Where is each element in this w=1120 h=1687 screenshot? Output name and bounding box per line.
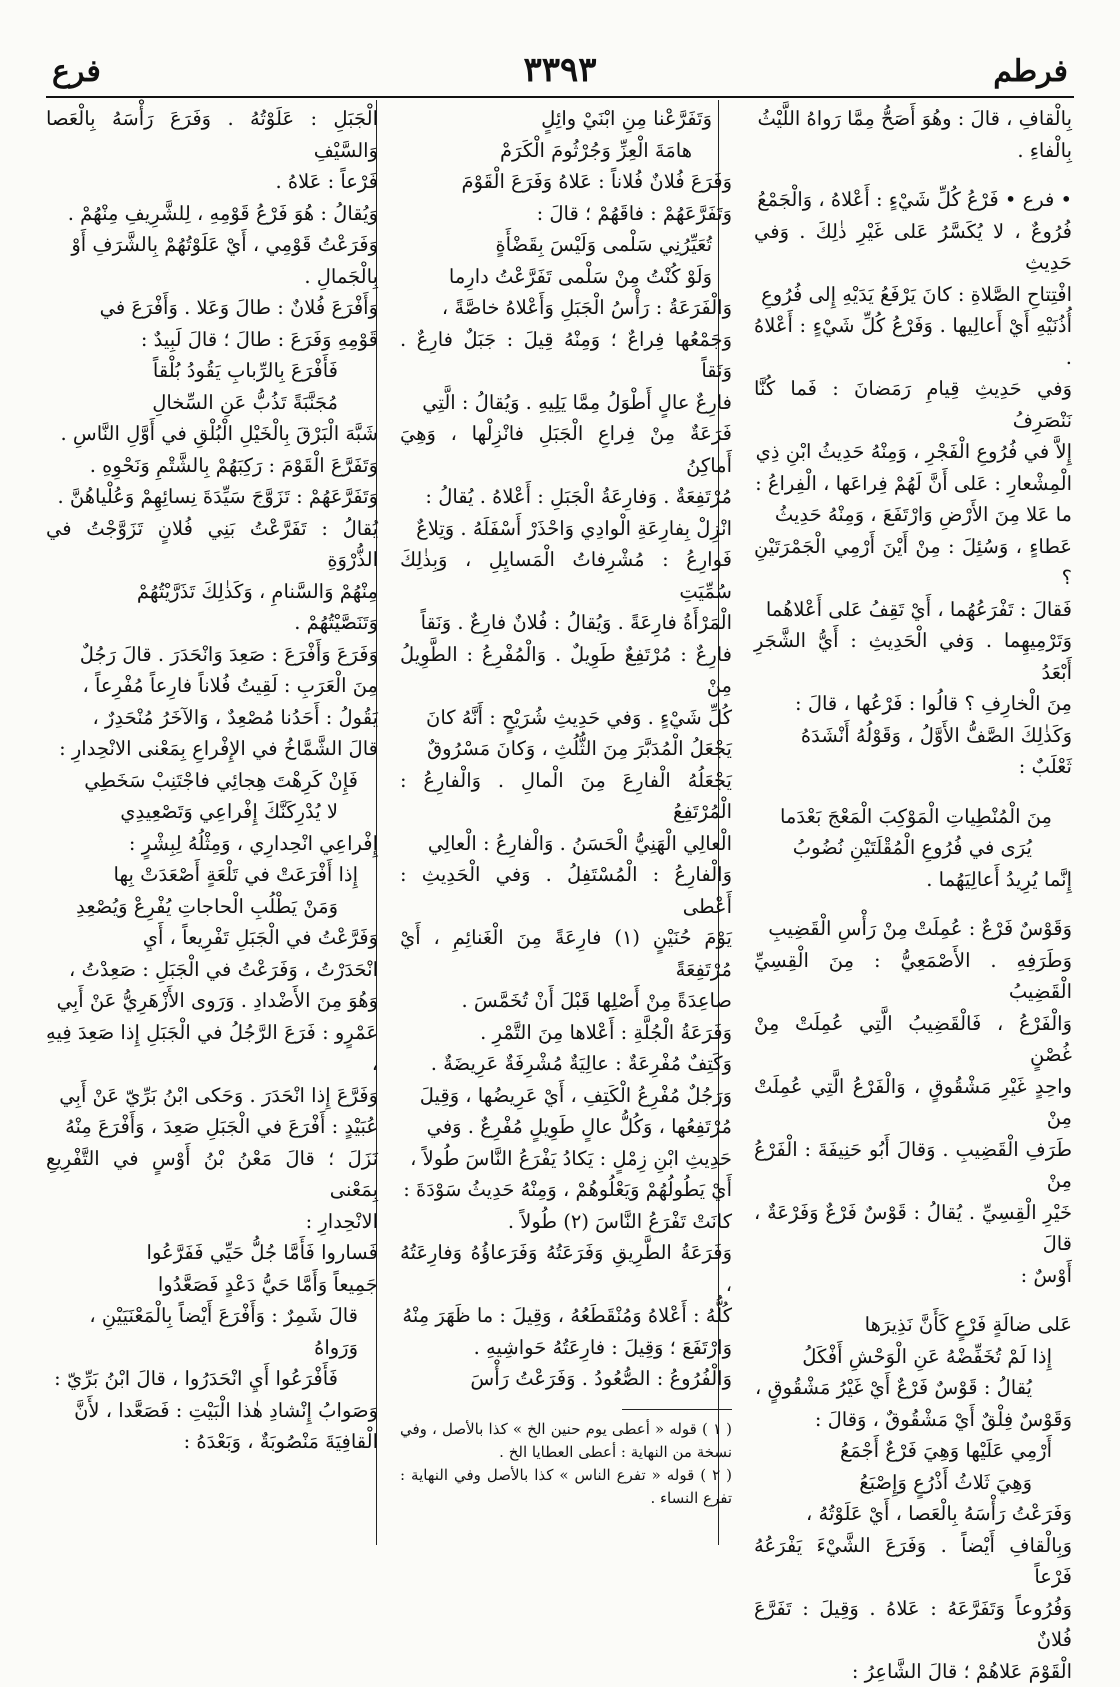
verse-line: فَأَفْرَعُوا أَيِ انْحَدَرُوا ، قالَ ابْنُ بَرِّيّ : [46, 1363, 378, 1395]
page-header [46, 50, 1074, 96]
text-line: وَيُقالُ : هُوَ فَرْعُ قَوْمِهِ ، لِلشَّرِيفِ مِنْهُمْ . [46, 198, 378, 230]
text-line: فَقالَ : تَفْرَعُهُما ، أَيْ تَقِفُ عَلى أَعْلاهُما [754, 594, 1072, 626]
footnote-rule [622, 1409, 732, 1410]
text-line: بِالْقافِ ، قالَ : وهُوَ أَصَحُّ مِمَّا رَواهُ اللَّيْثُ [754, 103, 1072, 135]
text-line: وَقَوْسٌ فِلْقٌ أَيْ مَشْقُوقٌ ، وَقالَ : [754, 1404, 1072, 1436]
text-line: وَتَرْمِيهِما . وَفي الْحَدِيثِ : أَيُّ الشَّجَرِ أَبْعَدُ [754, 625, 1072, 688]
text-line: واحِدٍ غَيْرِ مَشْقُوقٍ ، وَالْفَرْعُ الَّتِي عُمِلَتْ مِنْ [754, 1071, 1072, 1134]
text-line: وَالْفَرَعَةُ : رَأْسُ الْجَبَلِ وَأَعْلاهُ خاصَّةً ، [400, 292, 732, 324]
text-line: طَرَفِ الْقَضِيبِ . وَقالَ أَبُو حَنِيفَةَ : الْفَرْعُ مِنْ [754, 1134, 1072, 1197]
text-line: أَيْ يَطُولُهُمْ وَيَعْلُوهُمْ ، وَمِنْهُ حَدِيثُ سَوْدَةَ : [400, 1174, 732, 1206]
verse-line: إِذا لَمْ تُخَفِّضْهُ عَنِ الْوَحْشِ أَفْكَلُ [754, 1341, 1072, 1373]
paragraph-gap [754, 166, 1072, 184]
text-line: يَوْمَ حُنَيْنٍ (١) فارِعَةً مِنَ الْغَنائِمِ ، أَيْ مُرْتَفِعَةً [400, 922, 732, 985]
verse-line: وَلَوْ كُنْتُ مِنْ سَلْمى تَفَرَّعْتُ دارِما [400, 261, 732, 293]
text-line: وَصَوابُ إِنْشادِ هٰذا الْبَيْتِ : فَصَعَّدا ، لأَنَّ [46, 1395, 378, 1427]
text-line: مُرْتَفِعَةٌ . وَفارِعَةُ الْجَبَلِ : أَعْلاهُ . يُقالُ : [400, 481, 732, 513]
text-line: وَفَرَعَ وَأَفْرَعَ : صَعِدَ وَانْحَدَرَ . قالَ رَجُلٌ [46, 639, 378, 671]
text-line: كُلُّهُ : أَعْلاهُ وَمُنْقَطَعُهُ ، وَقِيلَ : ما ظَهَرَ مِنْهُ [400, 1300, 732, 1332]
page-number: ٣٣٩٣ [46, 50, 1074, 90]
text-line: يَجْعَلُهُ الْفارِعَ مِنَ الْمالِ . وَالْفارِعُ : الْمُرْتَفِعُ [400, 765, 732, 828]
text-line: • فرع • فَرْعُ كُلِّ شَيْءٍ : أَعْلاهُ ، وَالْجَمْعُ [754, 184, 1072, 216]
text-line: وَفَرَّعْتُ في الْجَبَلِ تَفْرِيعاً ، أَيِ [46, 922, 378, 954]
text-line: عَمْرٍو : فَرَعَ الرَّجُلُ في الْجَبَلِ إِذا صَعِدَ فِيهِ ، [46, 1017, 378, 1080]
verse-line: وَتَفَرَّعْنا مِنِ ابْنَيْ وائِلٍ [400, 103, 732, 135]
text-line: الْعالِي الْهَنِيُّ الْحَسَنُ . وَالْفارِعُ : الْعالِي [400, 828, 732, 860]
verse-line: يُقالُ : قَوْسٌ فَرْعٌ أَيْ غَيْرُ مَشْقُوقٍ ، [754, 1372, 1072, 1404]
text-line: الْمِشْعارِ : عَلى أَنَّ لَهُمْ فِراعَها ، الْفِراعُ : [754, 468, 1072, 500]
verse-line: إِذا أَفْرَعَتْ في تَلْعَةٍ أَصْعَدَتْ بِها [46, 859, 378, 891]
footnote: ( ٢ ) قوله « تفرع الناس » كذا بالأصل وفي النهاية : تفرع النساء . [400, 1464, 732, 1510]
text-line: يُقالُ : تَفَرَّعْتُ بَنِي فُلانٍ تَزَوَّجْتُ في الذُّرْوَةِ [46, 513, 378, 576]
text-line: يَجْعَلُ الْمُدَبَّرَ مِنَ الثُّلُثِ ، وَكانَ مَسْرُوقٌ [400, 733, 732, 765]
column-left [46, 103, 378, 1533]
text-line: ما عَلا مِنَ الأَرْضِ وَارْتَفَعَ ، وَمِنْهُ حَدِيثُ [754, 499, 1072, 531]
verse-line: فَأَفْرَعَ بِالرِّبابِ يَقُودُ بُلْقاً [46, 355, 378, 387]
text-line: وَفَرَعْتُ قَوْمِي ، أَيْ عَلَوْتُهُمْ بِالشَّرَفِ أَوْ [46, 229, 378, 261]
text-line: وَكَتِفٌ مُفْرِعَةٌ : عالِيَةٌ مُشْرِفَةٌ عَرِيضَةٌ . [400, 1048, 732, 1080]
text-line: فَرْعاً : عَلاهُ . [46, 166, 378, 198]
verse-line: وَمَنْ يَطْلُبِ الْحاجاتِ يُفْرِعْ وَيُصْعِدِ [46, 891, 378, 923]
verse-line: هامَةَ الْعِزِّ وَجُرْثُومَ الْكَرَمْ [400, 135, 732, 167]
text-line: وَتَفَرَّعَ الْقَوْمَ : رَكِبَهُمْ بِالشَّتْمِ وَنَحْوِهِ . [46, 450, 378, 482]
text-line: وَتَنَصَّيْتُهُمْ . [46, 607, 378, 639]
text-line: وَكَذٰلِكَ الصَّفُّ الأَوَّلُ ، وَقَوْلُهُ أَنْشَدَهُ [754, 720, 1072, 752]
text-line: فَوارِعُ : مُشْرِفاتُ الْمَسايِلِ ، وَبِذٰلِكَ سُمِّيَتِ [400, 544, 732, 607]
text-line: وَرَجُلٌ مُفْرِعُ الْكَتِفِ ، أَيْ عَرِيضُها ، وَقِيلَ [400, 1080, 732, 1112]
text-line: بِالْجَمالِ . [46, 261, 378, 293]
text-line: شَبَّهَ الْبَرْقَ بِالْخَيْلِ الْبُلْقِ في أَوَّلِ النَّاسِ . [46, 418, 378, 450]
text-line: قالَ الشَّمَّاخُ في الإِفْراعِ بِمَعْنى الانْحِدارِ : [46, 733, 378, 765]
paragraph-gap [754, 1291, 1072, 1309]
text-line: وَبِالْقافِ أَيْضاً . وَفَرَعَ الشَّيْءَ يَفْرَعُهُ فَرْعاً [754, 1530, 1072, 1593]
text-line: الْمَرْأَةُ فارِعَةً . وَيُقالُ : فُلانٌ فارِعٌ . وَنَقاً [400, 607, 732, 639]
verse-line: وَهِيَ ثَلاثُ أَذْرُعٍ وَإِصْبَعُ [754, 1467, 1072, 1499]
text-line: وَقَوْسٌ فَرْعٌ : عُمِلَتْ مِنْ رَأْسِ الْقَضِيبِ [754, 913, 1072, 945]
footnote: ( ١ ) قوله « أعطى يوم حنين الخ » كذا بالأصل ، وفي نسخة من النهاية : أعطى العطايا الخ . [400, 1418, 732, 1464]
text-line: الانْحِدارِ : [46, 1206, 378, 1238]
text-line: الْجَبَلِ : عَلَوْتُهُ . وَفَرَعَ رَأْسَهُ بِالْعَصا وَالسَّيْفِ [46, 103, 378, 166]
text-line: وَهُوَ مِنَ الأَضْدادِ . وَرَوى الأَزْهَرِيُّ عَنْ أَبِي [46, 985, 378, 1017]
text-line: مُرْتَفِعُها ، وَكُلُّ عالٍ طَوِيلٍ مُفْرِعٌ . وَفي [400, 1111, 732, 1143]
text-line: افْتِتاحِ الصَّلاةِ : كانَ يَرْفَعُ يَدَيْهِ إِلى فُرُوعِ [754, 279, 1072, 311]
text-line: إِنَّما يُرِيدُ أَعالِيَهُما . [754, 864, 1072, 896]
text-line: إِلاَّ في فُرُوعِ الْفَجْرِ ، وَمِنْهُ حَدِيثُ ابْنِ ذِي [754, 436, 1072, 468]
column-middle [400, 103, 732, 1533]
text-line: وَتَفَرَّعَهُمْ : فاقَهُمْ ؛ قالَ : [400, 198, 732, 230]
text-line: وَأَفْرَعَ فُلانٌ : طالَ وَعَلا . وَأَفْرَعَ في [46, 292, 378, 324]
text-line: كانَتْ تَفْرَعُ النَّاسَ (٢) طُولاً . [400, 1206, 732, 1238]
text-line: فارِعٌ عالٍ أَطْوَلُ مِمَّا يَلِيهِ . وَيُقالُ : الَّتِي [400, 387, 732, 419]
text-line: وَالْفارِعُ : الْمُسْتَفِلُ . وَفي الْحَدِيثِ : أَعْطى [400, 859, 732, 922]
header-left-word: فرع [52, 54, 101, 89]
verse-line: قالَ شَمِرٌ : وَأَفْرَعَ أَيْضاً بِالْمَعْنَيَيْنِ ، وَرَواهُ [46, 1300, 378, 1363]
verse-line: يُرَى في فُرُوعِ الْمُقْلَتَيْنِ نُضُوبُ [754, 832, 1072, 864]
text-line: عَطاءٍ ، وَسُئِلَ : مِنْ أَيْنَ أَرْمِي الْجَمْرَتَيْنِ ؟ [754, 531, 1072, 594]
text-line: يَقُولُ : أَحَدُنا مُصْعِدٌ ، وَالآخَرُ مُنْحَدِرٌ ، [46, 702, 378, 734]
text-line: صاعِدَةً مِنْ أَصْلِها قَبْلَ أَنْ تُخَمَّسَ . [400, 985, 732, 1017]
text-line: الْقافِيَةَ مَنْصُوبَةٌ ، وَبَعْدَهُ : [46, 1426, 378, 1458]
text-line: انْحَدَرْتُ ، وَفَرَعْتُ في الْجَبَلِ : صَعِدْتُ ، [46, 954, 378, 986]
verse-line: لا يُدْرِكَنَّكَ إِفْراعِي وَتَصْعِيدِي [46, 796, 378, 828]
text-line: وَفَرَعَةُ الْجُلَّةِ : أَعْلاها مِنَ التَّمْرِ . [400, 1017, 732, 1049]
text-line: وَفَرَعَ فُلانٌ فُلاناً : عَلاهُ وَفَرَعَ الْقَوْمَ [400, 166, 732, 198]
text-line: مِنَ الْخارِفِ ؟ قالُوا : فَرْعُها ، قالَ : [754, 688, 1072, 720]
text-line: أَوْسٌ : [754, 1260, 1072, 1292]
text-line: عَلى ضالَةٍ فَرْعٍ كَأَنَّ نَذِيرَها [754, 1309, 1072, 1341]
column-right [754, 103, 1072, 1533]
paragraph-gap [754, 783, 1072, 801]
text-line: مِنَ الْعَرَبِ : لَقِيتُ فُلاناً فارِعاً مُفْرِعاً ، [46, 670, 378, 702]
verse-line: فَإِنْ كَرِهْتَ هِجائِي فاجْتَنِبْ سَخَطِي [46, 765, 378, 797]
text-line: فارِعٌ : مُرْتَفِعٌ طَوِيلٌ . وَالْمُفْرِعُ : الطَّوِيلُ مِنْ [400, 639, 732, 702]
text-line: أُذُنَيْهِ أَيْ أَعالِيها . وَفَرْعُ كُلِّ شَيْءٍ : أَعْلاهُ . [754, 310, 1072, 373]
text-line: وَفي حَدِيثِ قِيامِ رَمَضانَ : فَما كُنَّا نَنْصَرِفُ [754, 373, 1072, 436]
verse-line: تُعَيِّرُنِي سَلْمى وَلَيْسَ بِقَضْأَةٍ [400, 229, 732, 261]
text-line: وَارْتَفَعَ ؛ وَقِيلَ : فارِعَتُهُ حَواشِيهِ . [400, 1332, 732, 1364]
text-line: كُلِّ شَيْءٍ . وَفي حَدِيثِ شُرَيْحٍ : أَنَّهُ كانَ [400, 702, 732, 734]
text-line: خَيْرِ الْقِسِيِّ . يُقالُ : قَوْسٌ فَرْعٌ وَفَرْعَةٌ ، قالَ [754, 1197, 1072, 1260]
text-line: عُبَيْدٍ : أَفْرَعَ في الْجَبَلِ صَعِدَ ، وَأَفْرَعَ مِنْهُ [46, 1111, 378, 1143]
paragraph-gap [754, 895, 1072, 913]
text-line: ثَعْلَبٌ : [754, 751, 1072, 783]
text-line: وَتَفَرَّعَهُمْ : تَزَوَّجَ سَيِّدَةَ نِسائِهِمْ وَعُلْياهُنَّ . [46, 481, 378, 513]
header-right-word: فرطم [993, 54, 1068, 89]
text-line: جَمِيعاً وَأَمَّا حَيُّ دَعْدٍ فَصَعَّدُوا [46, 1269, 378, 1301]
text-line: وَفَرَعَةُ الطَّرِيقِ وَفَرَعَتُهُ وَفَرَعاؤُهُ وَفارِعَتُهُ ، [400, 1237, 732, 1300]
header-rule [46, 96, 1074, 98]
text-line: انْزِلْ بِفارِعَةِ الْوادِي وَاحْذَرْ أَسْفَلَهُ . وَتِلاعٌ [400, 513, 732, 545]
verse-line: مِنَ الْمُنْطِياتِ الْمَوْكِبَ الْمَعْجَ بَعْدَما [754, 801, 1072, 833]
text-line: وَفَرَعْتُ رَأْسَهُ بِالْعَصا ، أَيْ عَلَوْتُهُ ، [754, 1498, 1072, 1530]
text-line: وَطَرَفِهِ . الأَصْمَعِيُّ : مِنَ الْقِسِيِّ الْقَضِيبُ [754, 945, 1072, 1008]
text-line: وَالْفُرُوعُ : الصُّعُودُ . وَفَرَعْتُ رَأْسَ [400, 1363, 732, 1395]
verse-line: أَرْمِي عَلَيْها وَهِيَ فَرْعٌ أَجْمَعُ [754, 1435, 1072, 1467]
text-line: نَزَلَ ؛ قالَ مَعْنُ بْنُ أَوْسٍ في التَّفْرِيعِ بِمَعْنى [46, 1143, 378, 1206]
text-line: فَرَعَةٌ مِنْ فِراعِ الْجَبَلِ فانْزِلْها ، وَهِيَ أَماكِنُ [400, 418, 732, 481]
text-line: وَالْفَرْعُ ، فَالْقَضِيبُ الَّتِي عُمِلَتْ مِنْ غُصْنٍ [754, 1008, 1072, 1071]
text-line: قَوْمِهِ وَفَرَعَ : طالَ ؛ قالَ لَبِيدٌ : [46, 324, 378, 356]
verse-line: مُجَنَّبَةً تَذُبُّ عَنِ السِّخالِ [46, 387, 378, 419]
text-line: فَساروا فَأَمَّا جُلُّ حَيِّي فَفَرَّعُوا [46, 1237, 378, 1269]
text-line: وَفَرَّعَ إِذا انْحَدَرَ . وَحَكى ابْنُ بَرِّيّ عَنْ أَبِي [46, 1080, 378, 1112]
text-line: حَدِيثِ ابْنِ زِمْلٍ : يَكادُ يَفْرَعُ النَّاسَ طُولاً ، [400, 1143, 732, 1175]
text-line: فُرُوعٌ ، لا يُكَسَّرُ عَلى غَيْرِ ذٰلِكَ . وَفي حَدِيثِ [754, 216, 1072, 279]
text-line: إِفْراعِي انْحِدارِي ، وَمِثْلُهُ لِبِشْرٍ : [46, 828, 378, 860]
text-line: الْقَوْمَ عَلاهُمْ ؛ قالَ الشَّاعِرُ : [754, 1656, 1072, 1687]
text-line: وَفُرُوعاً وَتَفَرَّعَهُ : عَلاهُ . وَقِيلَ : تَفَرَّعَ فُلانٌ [754, 1593, 1072, 1656]
text-line: بِالْفاءِ . [754, 135, 1072, 167]
text-line: وَجَمْعُها فِراعٌ ؛ وَمِنْهُ قِيلَ : جَبَلٌ فارِعٌ . وَنَقاً [400, 324, 732, 387]
text-line: مِنْهُمْ وَالسَّنامِ ، وَكَذٰلِكَ تَذَرَّيْتُهُمْ [46, 576, 378, 608]
